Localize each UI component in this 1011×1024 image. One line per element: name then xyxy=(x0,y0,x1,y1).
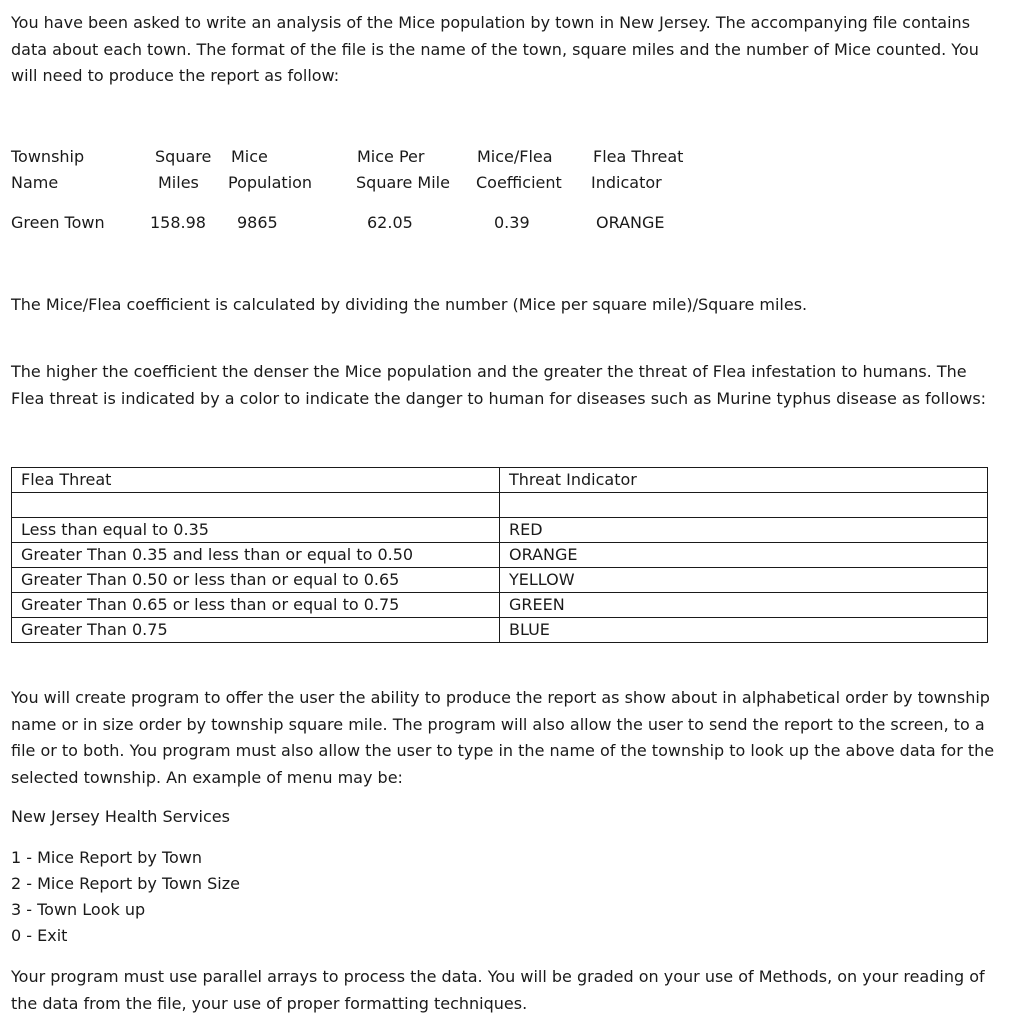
table-empty-row xyxy=(12,493,988,518)
threat-indicator: GREEN xyxy=(500,593,988,618)
intro-paragraph xyxy=(11,10,996,90)
closing-paragraph xyxy=(11,964,996,1017)
header-threat-line1: Flea Threat xyxy=(593,147,684,166)
header-mice-population-line1: Mice xyxy=(231,147,268,166)
header-township-line1: Township xyxy=(11,147,85,166)
table-row xyxy=(12,593,988,618)
menu-item: 2 - Mice Report by Town Size xyxy=(11,874,240,893)
table-empty-cell xyxy=(500,493,988,518)
threat-indicator: YELLOW xyxy=(500,568,988,593)
flea-threat-table xyxy=(11,467,988,643)
threat-range: Greater Than 0.35 and less than or equal to 0.50 xyxy=(12,543,500,568)
threat-indicator: BLUE xyxy=(500,618,988,643)
header-square-miles-line2: Miles xyxy=(158,173,199,192)
header-square-miles-line1: Square xyxy=(155,147,212,166)
header-coefficient-line1: Mice/Flea xyxy=(477,147,553,166)
menu-title: New Jersey Health Services xyxy=(11,807,230,826)
threat-range: Greater Than 0.65 or less than or equal to 0.75 xyxy=(12,593,500,618)
table-row xyxy=(12,518,988,543)
header-mice-population-line2: Population xyxy=(228,173,313,192)
threat-indicator: ORANGE xyxy=(500,543,988,568)
coefficient-note-text: The Mice/Flea coefficient is calculated by dividing the number (Mice per square mile)/Square miles. xyxy=(11,295,808,314)
threat-note xyxy=(11,359,996,412)
threat-range: Greater Than 0.75 xyxy=(12,618,500,643)
coefficient-note xyxy=(11,292,996,319)
menu-item: 1 - Mice Report by Town xyxy=(11,848,203,867)
row-coefficient: 0.39 xyxy=(494,213,530,232)
closing-text: Your program must use parallel arrays to process the data. You will be graded on your use of Methods, on your reading of the data from the file, your use of proper formatting techniques. xyxy=(11,967,985,1013)
table-row xyxy=(12,543,988,568)
threat-range: Greater Than 0.50 or less than or equal to 0.65 xyxy=(12,568,500,593)
header-coefficient-line2: Coefficient xyxy=(476,173,562,192)
table-header-flea-threat: Flea Threat xyxy=(12,468,500,493)
header-township-line2: Name xyxy=(11,173,59,192)
program-note-text: You will create program to offer the user the ability to produce the report as show about in alphabetical order by township name or in size order by township square mile. The program will also allow the user to send the report to the screen, to a file or to both. You program must also allow the user to type in the name of the township to look up the above data for the selected township. An example of menu may be: xyxy=(11,688,995,787)
table-header-row xyxy=(12,468,988,493)
table-row xyxy=(12,618,988,643)
program-note xyxy=(11,685,996,791)
threat-note-text: The higher the coefficient the denser the Mice population and the greater the threat of Flea infestation to humans. The Flea threat is indicated by a color to indicate the danger to human for diseases such as Murine typhus disease as follows: xyxy=(11,362,987,408)
table-row xyxy=(12,568,988,593)
table-header-threat-indicator: Threat Indicator xyxy=(500,468,988,493)
menu-item: 3 - Town Look up xyxy=(11,900,146,919)
row-mice-per-sq-mile: 62.05 xyxy=(367,213,413,232)
row-township: Green Town xyxy=(11,213,105,232)
row-threat: ORANGE xyxy=(596,213,665,232)
intro-text: You have been asked to write an analysis of the Mice population by town in New Jersey. The accompanying file contains data about each town. The format of the file is the name of the town, square miles and the number of Mice counted. You will need to produce the report as follow: xyxy=(11,13,979,85)
header-mice-per-sq-mile-line2: Square Mile xyxy=(356,173,450,192)
row-mice-population: 9865 xyxy=(237,213,278,232)
menu-item: 0 - Exit xyxy=(11,926,68,945)
header-mice-per-sq-mile-line1: Mice Per xyxy=(357,147,425,166)
threat-indicator: RED xyxy=(500,518,988,543)
header-threat-line2: Indicator xyxy=(591,173,662,192)
row-square-miles: 158.98 xyxy=(150,213,206,232)
table-empty-cell xyxy=(12,493,500,518)
threat-range: Less than equal to 0.35 xyxy=(12,518,500,543)
